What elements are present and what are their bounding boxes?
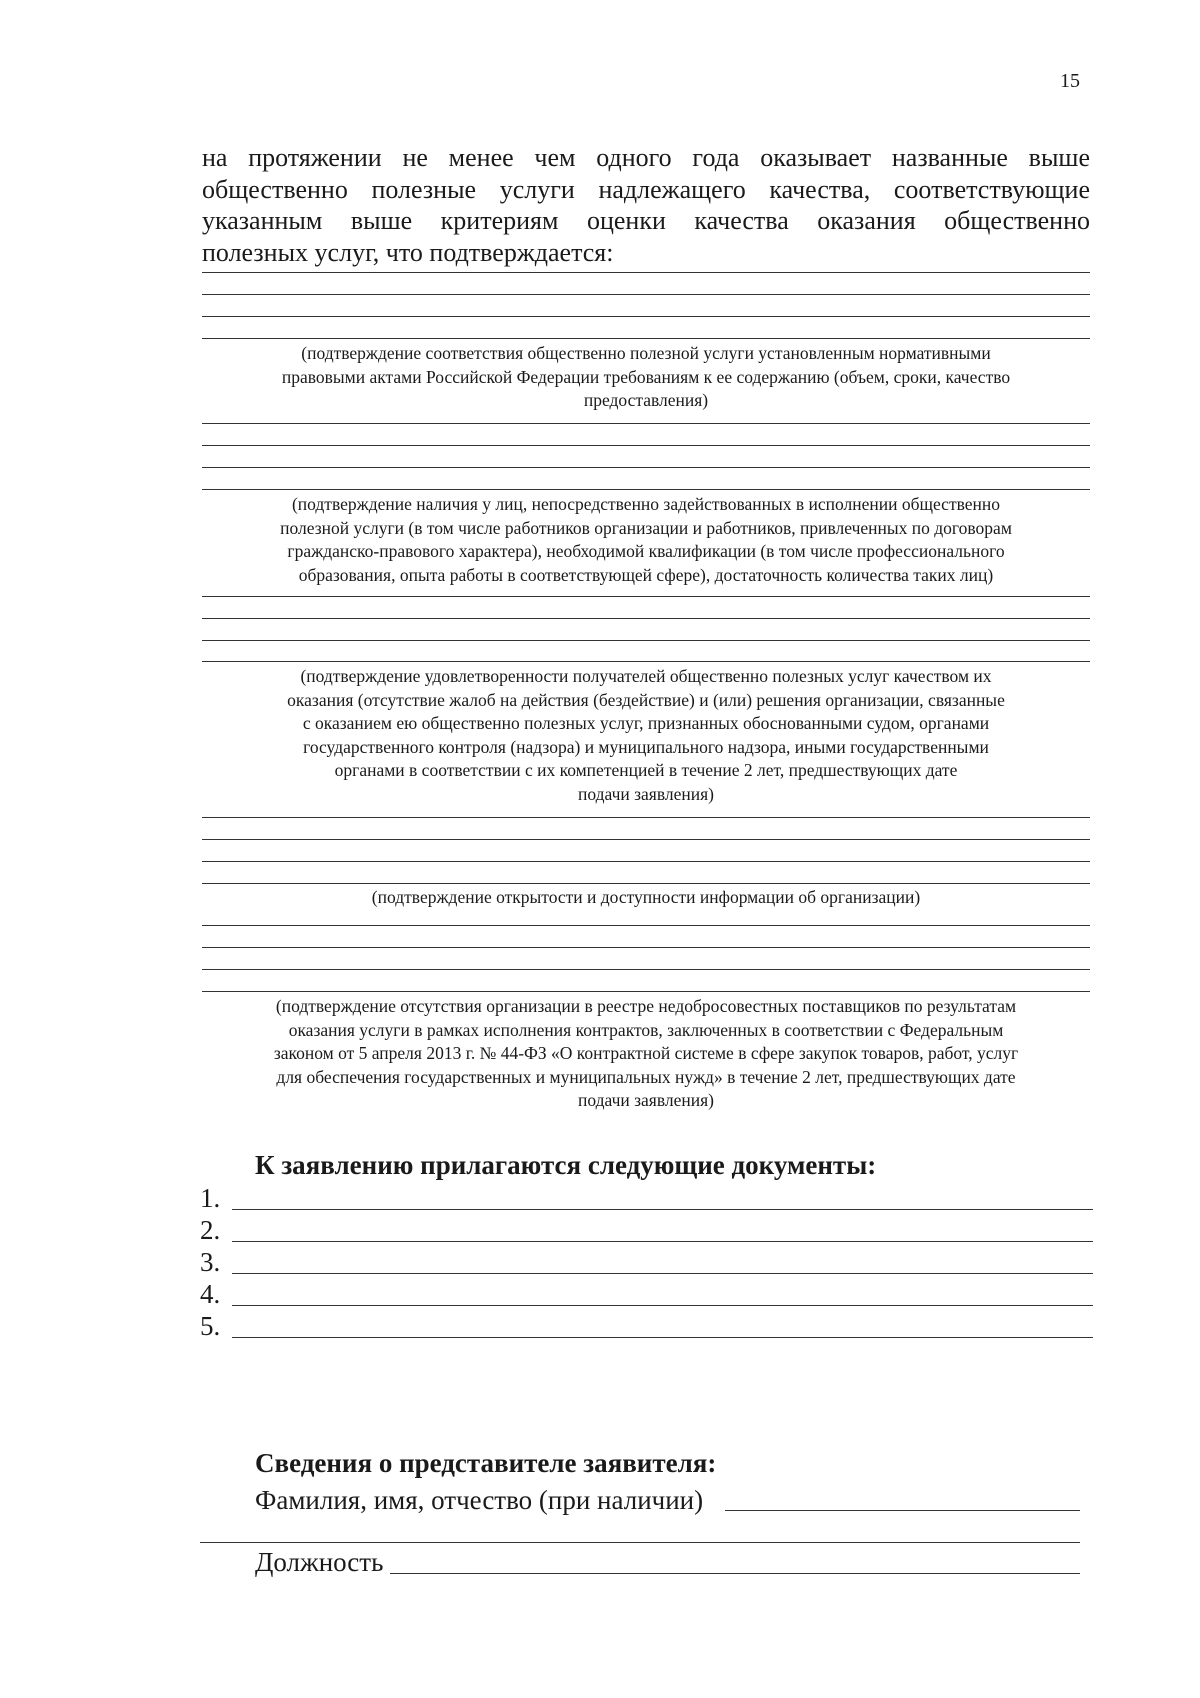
attachment-number: 3.	[200, 1247, 221, 1277]
caption-line: полезной услуги (в том числе работников организации и работников, привлеченных по договорам	[280, 517, 1012, 538]
position-label: Должность	[255, 1547, 384, 1577]
caption-line: органами в соответствии с их компетенцией в течение 2 лет, предшествующих дате	[334, 760, 958, 780]
caption-line: с оказанием ею общественно полезных услуг, признанных обоснованными судом, органами	[302, 713, 990, 733]
fill-line[interactable]	[202, 640, 1090, 641]
fill-line[interactable]	[202, 861, 1090, 862]
intro-line: общественно полезные услуги надлежащего качества, соответствующие	[202, 174, 1090, 204]
attachment-number: 2.	[200, 1215, 221, 1245]
caption-line: предоставления)	[583, 390, 709, 410]
caption-line: (подтверждение отсутствия организации в реестре недобросовестных поставщиков по результатам	[275, 996, 1017, 1016]
caption-line: подачи заявления)	[578, 1090, 714, 1110]
fill-line[interactable]	[202, 272, 1090, 273]
caption-line: образования, опыта работы в соответствующей сфере), достаточность количества таких лиц)	[298, 564, 994, 585]
attachment-line[interactable]	[232, 1241, 1093, 1242]
attachment-number: 1.	[200, 1183, 221, 1213]
fill-line[interactable]	[202, 991, 1090, 992]
intro-paragraph	[202, 142, 1090, 300]
attachment-number: 4.	[200, 1279, 221, 1309]
full-name-line[interactable]	[725, 1510, 1080, 1511]
fill-line[interactable]	[202, 817, 1090, 818]
caption-line: (подтверждение наличия у лиц, непосредственно задействованных в исполнении общественно	[291, 494, 1001, 514]
fill-line[interactable]	[202, 661, 1090, 662]
attachment-item[interactable]	[200, 1278, 1093, 1310]
intro-line: полезных услуг, что подтверждается:	[202, 237, 614, 267]
fill-line[interactable]	[202, 489, 1090, 490]
caption-line: правовыми актами Российской Федерации требованиям к ее содержанию (объем, сроки, качество	[281, 366, 1011, 387]
caption-information-openness	[202, 886, 1090, 910]
full-name-label: Фамилия, имя, отчество (при наличии)	[255, 1485, 704, 1515]
fill-line[interactable]	[202, 839, 1090, 840]
fill-line[interactable]	[202, 596, 1090, 597]
attachment-line[interactable]	[232, 1209, 1093, 1210]
attachment-item[interactable]	[200, 1310, 1093, 1342]
fill-line[interactable]	[202, 294, 1090, 295]
attachment-item[interactable]	[200, 1182, 1093, 1214]
position-line[interactable]	[390, 1573, 1080, 1574]
caption-line: (подтверждение открытости и доступности информации об организации)	[371, 887, 921, 907]
attachment-item[interactable]	[200, 1246, 1093, 1278]
caption-line: государственного контроля (надзора) и муниципального надзора, иными государственными	[303, 736, 989, 757]
attachment-line[interactable]	[232, 1305, 1093, 1306]
attachment-item[interactable]	[200, 1214, 1093, 1246]
intro-line: указанным выше критериям оценки качества оказания общественно	[202, 206, 1090, 235]
attachment-line[interactable]	[232, 1273, 1093, 1274]
fill-line[interactable]	[202, 883, 1090, 884]
full-name-line-continued[interactable]	[200, 1542, 1080, 1543]
attachments-heading: К заявлению прилагаются следующие документы:	[255, 1150, 877, 1180]
intro-line: на протяжении не менее чем одного года оказывает названные выше	[202, 143, 1090, 172]
fill-line[interactable]	[202, 316, 1090, 317]
caption-line: (подтверждение удовлетворенности получателей общественно полезных услуг качеством их	[300, 666, 992, 686]
attachment-number: 5.	[200, 1311, 221, 1341]
caption-line: для обеспечения государственных и муниципальных нужд» в течение 2 лет, предшествующих дате	[276, 1066, 1016, 1087]
fill-line[interactable]	[202, 925, 1090, 926]
fill-line[interactable]	[202, 423, 1090, 424]
fill-line[interactable]	[202, 467, 1090, 468]
caption-supplier-registry	[202, 995, 1090, 1113]
fill-line[interactable]	[202, 947, 1090, 948]
caption-line: законом от 5 апреля 2013 г. № 44-ФЗ «О контрактной системе в сфере закупок товаров, работ, услуг	[273, 1043, 1019, 1063]
caption-line: гражданско-правового характера), необходимой квалификации (в том числе профессионального	[287, 541, 1005, 561]
caption-recipient-satisfaction	[202, 665, 1090, 806]
fill-line[interactable]	[202, 969, 1090, 970]
caption-line: (подтверждение соответствия общественно полезной услуги установленным нормативными	[301, 343, 991, 363]
fill-line[interactable]	[202, 618, 1090, 619]
caption-staff-qualification	[202, 493, 1090, 587]
fill-line[interactable]	[202, 445, 1090, 446]
caption-line: подачи заявления)	[578, 783, 714, 804]
caption-line: оказания услуги в рамках исполнения контрактов, заключенных в соответствии с Федеральным	[288, 1019, 1004, 1040]
caption-line: оказания (отсутствие жалоб на действия (бездействие) и (или) решения организации, связанные	[287, 689, 1005, 710]
page-number: 15	[1060, 70, 1080, 92]
representative-heading: Сведения о представителе заявителя:	[255, 1448, 717, 1478]
caption-service-compliance	[202, 342, 1090, 413]
attachment-line[interactable]	[232, 1337, 1093, 1338]
fill-line[interactable]	[202, 338, 1090, 339]
